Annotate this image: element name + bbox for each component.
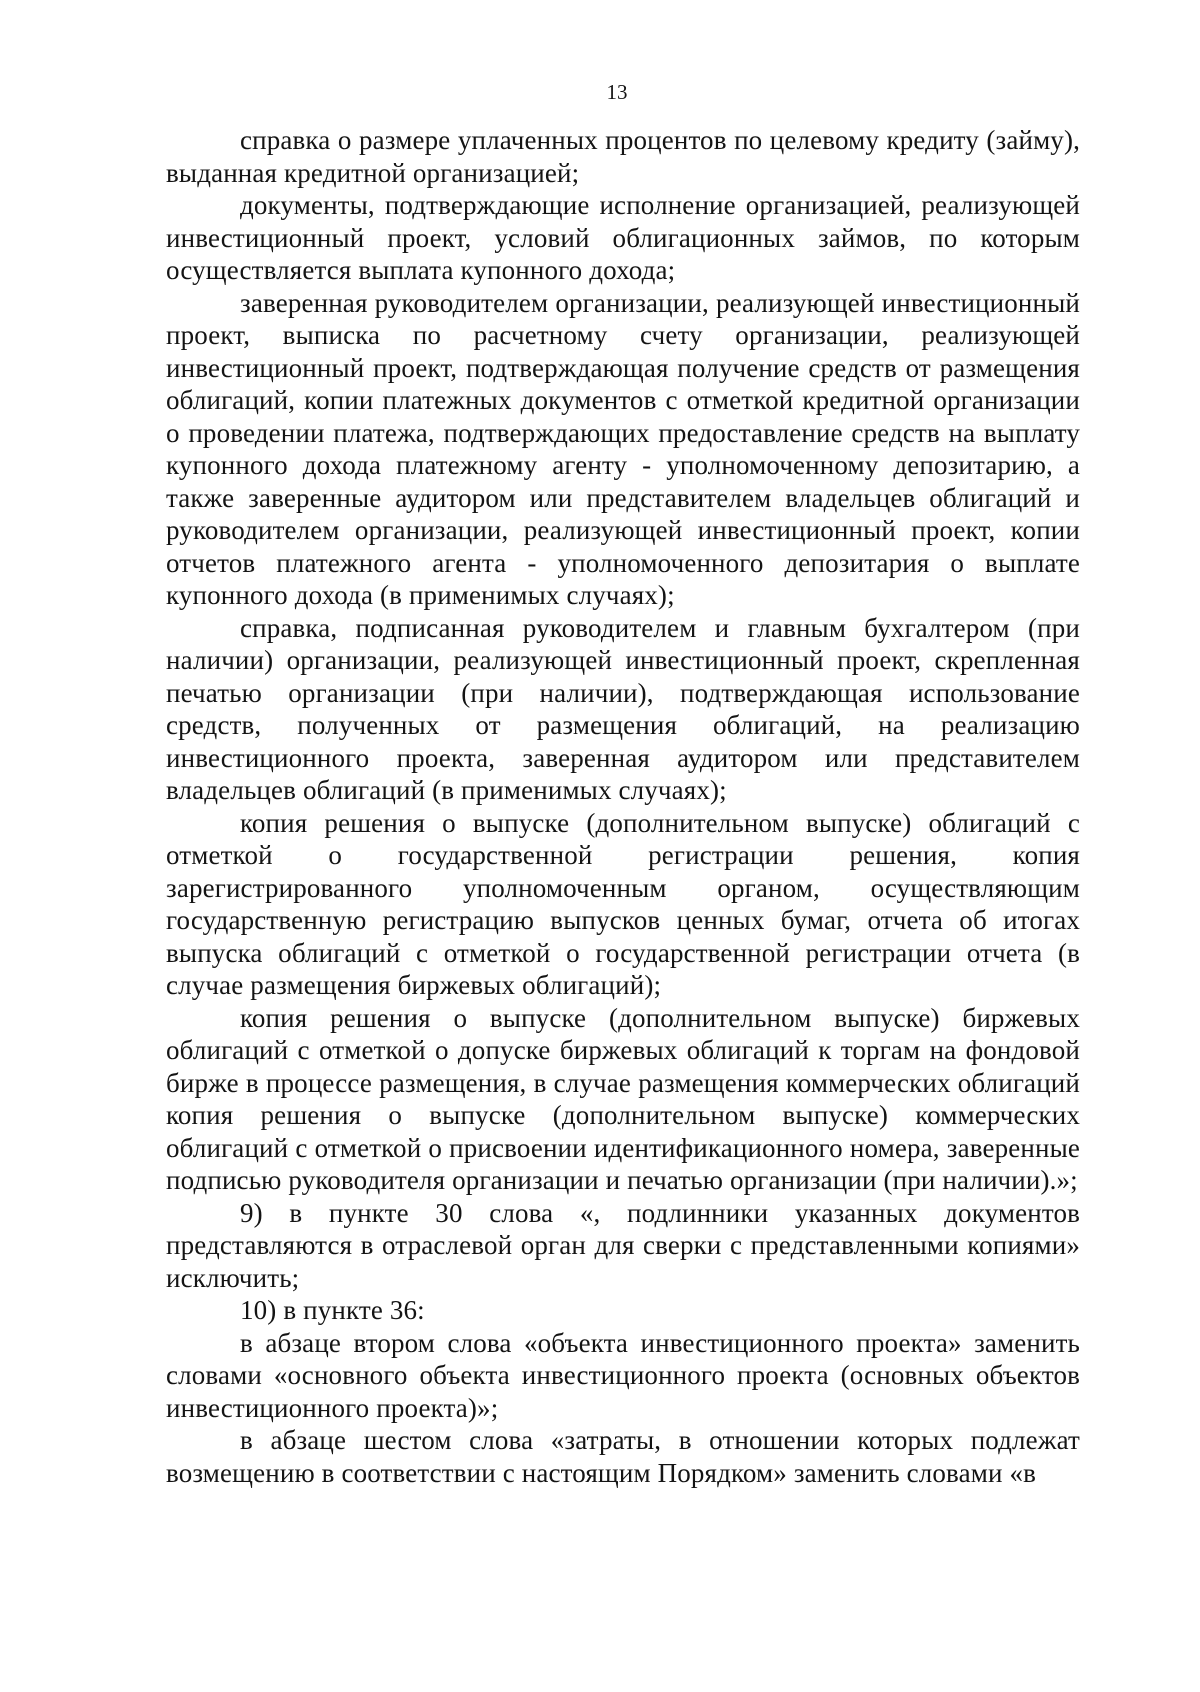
paragraph: справка, подписанная руководителем и главным бухгалтером (при наличии) организации, реализующей инвестиционный проект, скрепленная печатью организации (при наличии), подтверждающая использование средств, полученных от размещения облигаций, на реализацию инвестиционного проекта, заверенная аудитором или представителем владельцев облигаций (в применимых случаях); (166, 612, 1080, 805)
paragraph: заверенная руководителем организации, реализующей инвестиционный проект, выписка по расчетному счету организации, реализующей инвестиционный проект, подтверждающая получение средств от размещения облигаций, копии платежных документов с отметкой кредитной организации о проведении платежа, подтверждающих предоставление средств на выплату купонного дохода платежному агенту - уполномоченному депозитарию, а также заверенные аудитором или представителем владельцев облигаций и руководителем организации, реализующей инвестиционный проект, копии отчетов платежного агента - уполномоченного депозитария о выплате купонного дохода (в применимых случаях); (166, 287, 1080, 610)
paragraph: в абзаце шестом слова «затраты, в отношении которых подлежат возмещению в соответствии с настоящим Порядком» заменить словами «в (166, 1425, 1080, 1488)
paragraph: копия решения о выпуске (дополнительном выпуске) биржевых облигаций с отметкой о допуске биржевых облигаций к торгам на фондовой бирже в процессе размещения, в случае размещения коммерческих облигаций копия решения о выпуске (дополнительном выпуске) коммерческих облигаций с отметкой о присвоении идентификационного номера, заверенные подписью руководителя организации и печатью организации (при наличии).»; (166, 1002, 1080, 1195)
paragraph: 10) в пункте 36: (240, 1295, 425, 1325)
paragraph: в абзаце втором слова «объекта инвестиционного проекта» заменить словами «основного объекта инвестиционного проекта (основных объектов инвестиционного проекта)»; (166, 1327, 1080, 1423)
paragraph: 9) в пункте 30 слова «, подлинники указанных документов представляются в отраслевой орган для сверки с представленными копиями» исключить; (166, 1197, 1080, 1293)
document-body (166, 124, 1080, 1489)
paragraph: документы, подтверждающие исполнение организацией, реализующей инвестиционный проект, условий облигационных займов, по которым осуществляется выплата купонного дохода; (166, 190, 1080, 285)
page-number: 13 (606, 80, 628, 104)
paragraph: справка о размере уплаченных процентов по целевому кредиту (займу), выданная кредитной организацией; (166, 125, 1080, 188)
paragraph: копия решения о выпуске (дополнительном выпуске) облигаций с отметкой о государственной регистрации решения, копия зарегистрированного уполномоченным органом, осуществляющим государственную регистрацию выпусков ценных бумаг, отчета об итогах выпуска облигаций с отметкой о государственной регистрации отчета (в случае размещения биржевых облигаций); (166, 807, 1080, 1000)
